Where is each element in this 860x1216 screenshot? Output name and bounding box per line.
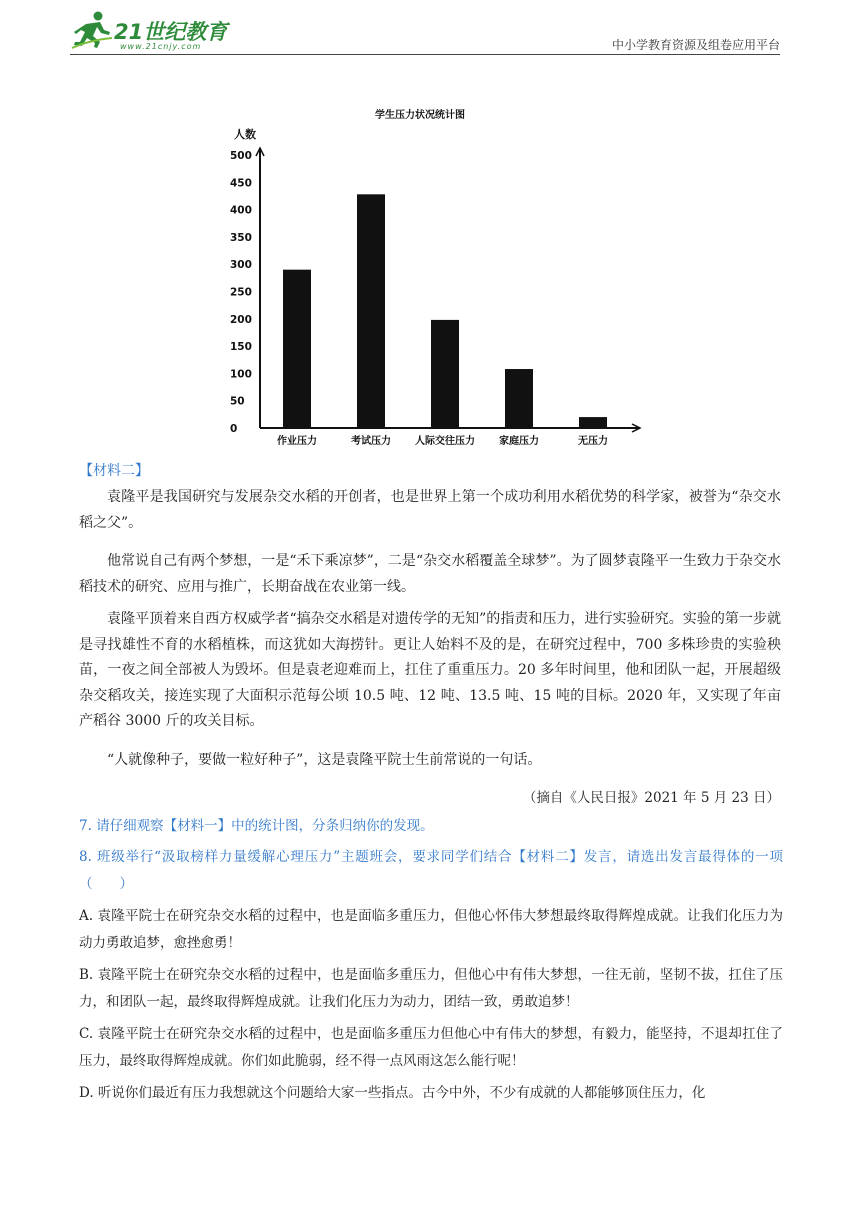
logo-text: 21世纪教育: [114, 20, 228, 44]
option-b[interactable]: B. 袁隆平院士在研究杂交水稻的过程中，也是面临多重压力，但他心中有伟大梦想，一往无前，坚韧不拔，扛住了压力，和团队一起，最终取得辉煌成就。让我们化压力为动力，团结一致，勇敢追梦！: [79, 967, 783, 1010]
y-tick-label: 500: [230, 150, 252, 162]
bar-4: [579, 417, 607, 428]
bar-chart-svg: [220, 100, 650, 455]
paragraph-3: 袁隆平顶着来自西方权威学者“搞杂交水稻是对遗传学的无知”的指责和压力，进行实验研究。实验的第一步就是寻找雄性不育的水稻植株，而这犹如大海捞针。更让人始料不及的是，在研究过程中，700 多株珍贵的实验秧苗，一夜之间全部被人为毁坏。但是袁老迎难而上，扛住了重重压力。20 多年时间里，他和团队一起，开展超级杂交稻攻关，接连实现了大面积示范每公顷 10.5 吨、12 吨、13.5 吨、15 吨的目标。2020 年，又实现了年亩产稻谷 3000 斤的攻关目标。: [79, 611, 781, 729]
source-citation: （摘自《人民日报》2021 年 5 月 23 日）: [522, 790, 780, 806]
bar-3: [505, 369, 533, 428]
chart-title: 学生压力状况统计图: [375, 110, 465, 121]
site-logo[interactable]: [70, 10, 240, 54]
bar-1: [357, 194, 385, 428]
y-tick-label: 250: [230, 286, 252, 299]
option-c[interactable]: C. 袁隆平院士在研究杂交水稻的过程中，也是面临多重压力但他心中有伟大的梦想，有毅力，能坚持，不退却扛住了压力，最终取得辉煌成就。你们如此脆弱，经不得一点风雨这怎么能行呢！: [79, 1026, 783, 1069]
bar-2: [431, 320, 459, 428]
y-tick-label: 350: [230, 231, 252, 244]
running-figure-icon: [70, 10, 114, 50]
paragraph-4: “人就像种子，要做一粒好种子”，这是袁隆平院士生前常说的一句话。: [107, 752, 542, 768]
y-tick-label: 0: [230, 423, 238, 435]
y-tick-label: 300: [230, 259, 252, 272]
material-two-label: 【材料二】: [79, 463, 149, 479]
paragraph-1: 袁隆平是我国研究与发展杂交水稻的开创者，也是世界上第一个成功利用水稻优势的科学家，被誉为“杂交水稻之父”。: [79, 489, 781, 531]
platform-name: 中小学教育资源及组卷应用平台: [611, 38, 780, 52]
y-tick-label: 200: [230, 313, 252, 326]
question-7: 7. 请仔细观察【材料一】中的统计图，分条归纳你的发现。: [79, 818, 434, 834]
bar-0: [283, 270, 311, 428]
x-tick-label: 人际交往压力: [415, 436, 475, 447]
paragraph-2: 他常说自己有两个梦想，一是“禾下乘凉梦”，二是“杂交水稻覆盖全球梦”。为了圆梦袁隆平一生致力于杂交水稻技术的研究、应用与推广，长期奋战在农业第一线。: [79, 553, 781, 595]
option-a[interactable]: A. 袁隆平院士在研究杂交水稻的过程中，也是面临多重压力，但他心怀伟大梦想最终取得辉煌成就。让我们化压力为动力勇敢追梦，愈挫愈勇！: [79, 908, 783, 951]
option-d[interactable]: D. 听说你们最近有压力我想就这个问题给大家一些指点。古今中外，不少有成就的人都能够顶住压力，化: [79, 1085, 706, 1101]
student-stress-chart: [220, 100, 650, 455]
y-tick-label: 150: [230, 341, 252, 354]
page-header: [70, 6, 780, 54]
y-tick-label: 450: [230, 177, 252, 190]
logo-url: www.21cnjy.com: [120, 42, 202, 51]
header-divider: [70, 54, 780, 55]
y-tick-label: 100: [230, 368, 252, 381]
y-axis-label: 人数: [234, 128, 256, 141]
y-tick-label: 400: [230, 204, 252, 217]
x-tick-label: 作业压力: [277, 436, 317, 447]
x-tick-label: 考试压力: [351, 436, 391, 447]
y-tick-label: 50: [230, 395, 245, 408]
x-tick-label: 家庭压力: [499, 436, 539, 447]
question-8: 8. 班级举行“汲取榜样力量缓解心理压力”主题班会，要求同学们结合【材料二】发言，请选出发言最得体的一项（ ）: [79, 849, 783, 892]
x-tick-label: 无压力: [578, 436, 608, 447]
